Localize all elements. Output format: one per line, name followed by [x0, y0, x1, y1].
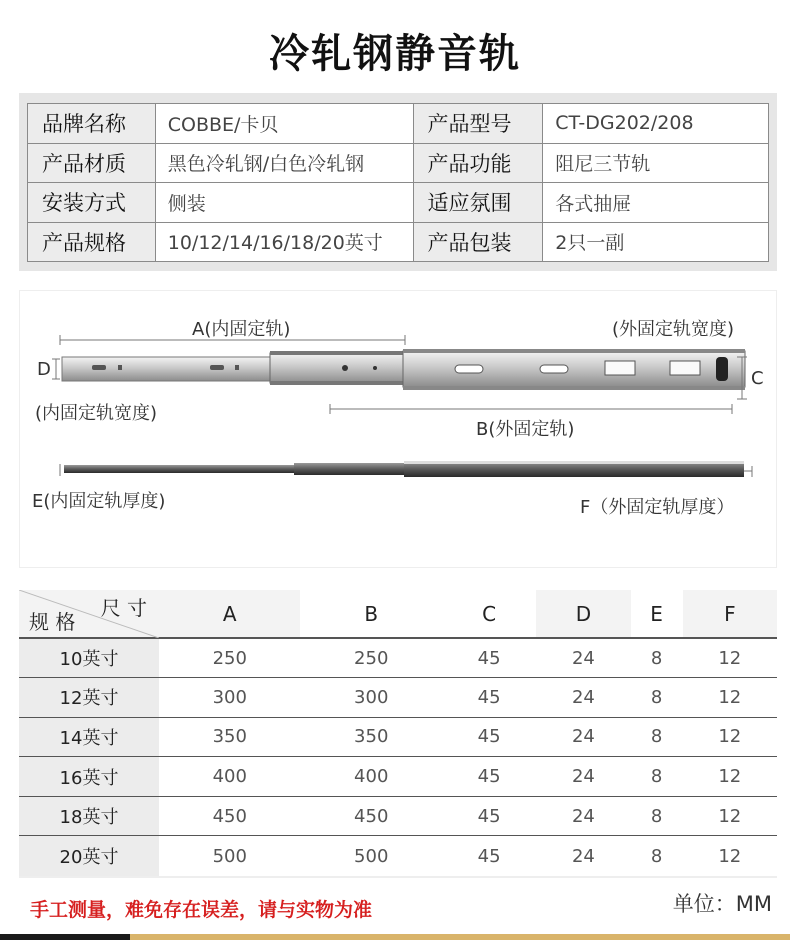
table-cell: 8 — [631, 638, 683, 678]
table-cell: 300 — [300, 678, 441, 718]
column-header: B — [300, 590, 441, 638]
table-cell: 400 — [300, 757, 441, 797]
table-row — [19, 678, 777, 718]
table-row — [19, 796, 777, 836]
label-d: D — [37, 359, 51, 380]
measurement-note: 手工测量，难免存在误差，请与实物为准 — [30, 899, 373, 921]
table-cell: 45 — [442, 678, 536, 718]
table-cell: 12 — [683, 638, 777, 678]
table-row — [19, 757, 777, 797]
spec-row — [28, 143, 769, 183]
table-row — [19, 717, 777, 757]
spec-key: 产品规格 — [28, 222, 156, 262]
table-cell: 12 — [683, 678, 777, 718]
table-cell: 12 — [683, 717, 777, 757]
table-cell: 12 — [683, 796, 777, 836]
label-a: A(内固定轨) — [192, 319, 291, 340]
table-cell: 350 — [300, 717, 441, 757]
row-spec-cell: 14英寸 — [19, 717, 159, 757]
table-row — [19, 638, 777, 678]
table-cell: 12 — [683, 757, 777, 797]
table-cell: 8 — [631, 757, 683, 797]
spec-value: 2只一副 — [543, 222, 769, 262]
spec-row — [28, 104, 769, 144]
table-cell: 24 — [536, 757, 630, 797]
label-b: B(外固定轨) — [476, 419, 575, 440]
table-cell: 350 — [159, 717, 300, 757]
spec-key: 安装方式 — [28, 183, 156, 223]
label-outer-width: (外固定轨宽度) — [612, 319, 735, 340]
table-cell: 24 — [536, 638, 630, 678]
row-spec-cell: 18英寸 — [19, 796, 159, 836]
rail-diagram — [19, 290, 777, 568]
table-cell: 8 — [631, 796, 683, 836]
table-cell: 8 — [631, 717, 683, 757]
table-cell: 250 — [300, 638, 441, 678]
label-inner-width: (内固定轨宽度) — [35, 403, 158, 424]
table-cell: 8 — [631, 836, 683, 876]
label-e: E(内固定轨厚度) — [32, 491, 166, 512]
table-cell: 24 — [536, 678, 630, 718]
spec-key: 适应氛围 — [413, 183, 543, 223]
column-header: C — [442, 590, 536, 638]
spec-key: 产品型号 — [413, 104, 543, 144]
middle-rail-side — [294, 463, 406, 475]
label-f: F（外固定轨厚度） — [580, 497, 735, 518]
corner-top-label: 尺 寸 — [100, 596, 147, 620]
spec-row — [28, 183, 769, 223]
row-spec-cell: 12英寸 — [19, 678, 159, 718]
spec-table — [27, 103, 769, 262]
size-table-panel — [19, 590, 777, 878]
table-cell: 24 — [536, 836, 630, 876]
page-title: 冷轧钢静音轨 — [269, 31, 521, 77]
bottom-bar — [0, 934, 790, 940]
table-cell: 400 — [159, 757, 300, 797]
table-cell: 250 — [159, 638, 300, 678]
row-spec-cell: 16英寸 — [19, 757, 159, 797]
table-cell: 24 — [536, 717, 630, 757]
table-cell: 24 — [536, 796, 630, 836]
table-cell: 45 — [442, 757, 536, 797]
spec-value: 10/12/14/16/18/20英寸 — [155, 222, 413, 262]
spec-panel — [19, 93, 777, 271]
row-spec-cell: 20英寸 — [19, 836, 159, 876]
size-table — [19, 590, 777, 876]
table-cell: 45 — [442, 638, 536, 678]
unit-label: 单位：MM — [672, 892, 772, 916]
column-header: A — [159, 590, 300, 638]
table-cell: 45 — [442, 836, 536, 876]
table-corner-cell — [19, 590, 159, 638]
table-cell: 500 — [159, 836, 300, 876]
table-cell: 8 — [631, 678, 683, 718]
spec-value: COBBE/卡贝 — [155, 104, 413, 144]
spec-value: CT-DG202/208 — [543, 104, 769, 144]
spec-value: 黑色冷轧钢/白色冷轧钢 — [155, 143, 413, 183]
spec-value: 阻尼三节轨 — [543, 143, 769, 183]
spec-key: 产品包装 — [413, 222, 543, 262]
row-spec-cell: 10英寸 — [19, 638, 159, 678]
table-cell: 500 — [300, 836, 441, 876]
corner-bottom-label: 规 格 — [29, 610, 76, 634]
spec-value: 侧装 — [155, 183, 413, 223]
table-cell: 300 — [159, 678, 300, 718]
table-cell: 450 — [159, 796, 300, 836]
table-cell: 45 — [442, 717, 536, 757]
label-c: C — [751, 368, 764, 389]
spec-row — [28, 222, 769, 262]
column-header: E — [631, 590, 683, 638]
column-header: F — [683, 590, 777, 638]
column-header: D — [536, 590, 630, 638]
spec-key: 产品功能 — [413, 143, 543, 183]
spec-key: 产品材质 — [28, 143, 156, 183]
spec-value: 各式抽屉 — [543, 183, 769, 223]
table-cell: 450 — [300, 796, 441, 836]
inner-rail-side — [64, 465, 296, 473]
spec-key: 品牌名称 — [28, 104, 156, 144]
table-cell: 45 — [442, 796, 536, 836]
table-cell: 12 — [683, 836, 777, 876]
table-row — [19, 836, 777, 876]
